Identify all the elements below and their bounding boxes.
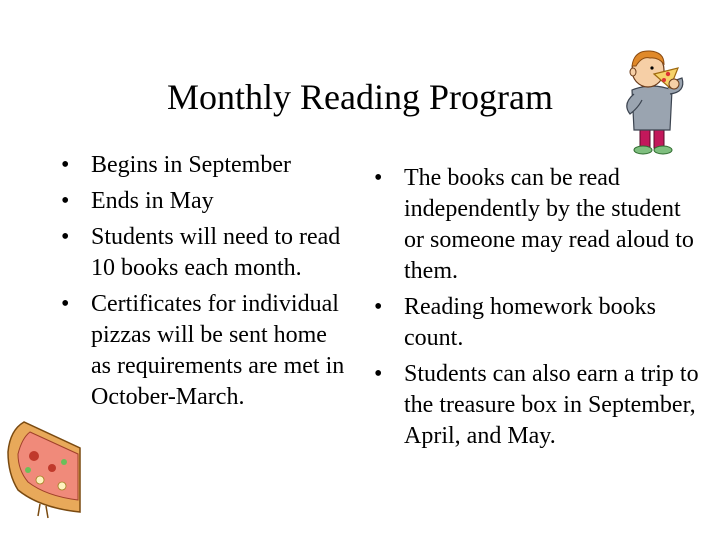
bullet-item: • Begins in September [60,150,350,181]
slide-title: Monthly Reading Program [167,77,553,117]
bullet-item: • Students can also earn a trip to the treasure box in September, April, and May. [373,359,703,452]
bullet-item: • Reading homework books count. [373,292,703,354]
right-bullet-list [373,163,703,457]
bullet-item: • The books can be read independently by the student or someone may read aloud to them. [373,163,703,287]
boy-eating-pizza-icon [608,44,694,156]
bullet-item: • Ends in May [60,186,350,217]
bullet-item: • Students will need to read 10 books each month. [60,222,350,284]
pizza-slice-icon [0,400,82,520]
left-bullet-list [60,150,350,418]
bullet-item: • Certificates for individual pizzas will be sent home as requirements are met in October-March. [60,289,350,413]
